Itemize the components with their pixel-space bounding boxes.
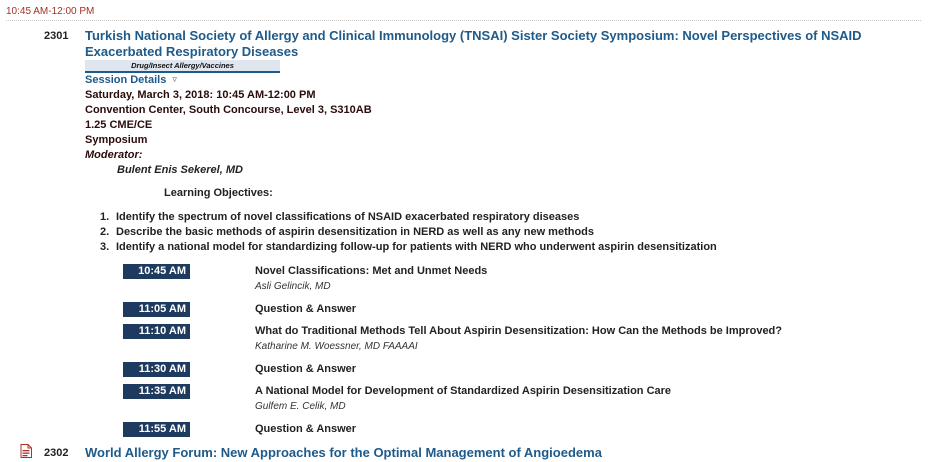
talk-time-badge: 11:10 AM (123, 324, 190, 339)
session-type: Symposium (85, 134, 148, 146)
talk-title-link[interactable]: What do Traditional Methods Tell About Aspirin Desensitization: How Can the Methods be Improved? (255, 325, 782, 337)
talk-speaker: Katharine M. Woessner, MD FAAAAI (255, 341, 418, 352)
learning-objectives-title: Learning Objectives: (164, 187, 273, 199)
session-location: Convention Center, South Concourse, Level 3, S310AB (85, 104, 372, 116)
talk-speaker: Asli Gelincik, MD (255, 281, 331, 292)
talk-title-link[interactable]: Question & Answer (255, 303, 357, 315)
next-session-number: 2302 (44, 447, 69, 459)
chevron-down-icon: ▿ (172, 74, 177, 84)
session-credits: 1.25 CME/CE (85, 119, 153, 131)
session-track-tag: Drug/Insect Allergy/Vaccines (85, 60, 280, 73)
talk-time-badge: 11:55 AM (123, 422, 190, 437)
session-title-link[interactable] (85, 28, 895, 60)
talk-speaker: Gulfem E. Celik, MD (255, 401, 346, 412)
next-session-title-link[interactable]: World Allergy Forum: New Approaches for the Optimal Management of Angioedema (85, 445, 602, 460)
time-header: 10:45 AM-12:00 PM (6, 6, 921, 21)
talk-title-link[interactable]: Novel Classifications: Met and Unmet Needs (255, 265, 488, 277)
session-title-line2: Exacerbated Respiratory Diseases (85, 44, 299, 59)
session-date: Saturday, March 3, 2018: 10:45 AM-12:00 PM (85, 89, 316, 101)
session-details-toggle[interactable] (85, 74, 177, 86)
talk-time-badge: 11:05 AM (123, 302, 190, 317)
talk-title-link[interactable]: A National Model for Development of Standardized Aspirin Desensitization Care (255, 385, 672, 397)
objective-item: 3. Identify a national model for standardizing follow-up for patients with NERD who underwent aspirin desensitization (100, 241, 717, 253)
moderator-name: Bulent Enis Sekerel, MD (117, 164, 243, 176)
learning-objectives-list (100, 210, 717, 255)
session-details-label: Session Details (85, 74, 167, 86)
session-title-line1: Turkish National Society of Allergy and Clinical Immunology (TNSAI) Sister Society Symposium: Novel Perspectives of NSAID (85, 28, 862, 43)
objective-item: 2. Describe the basic methods of aspirin desensitization in NERD as well as any new methods (100, 226, 595, 238)
talk-time-badge: 11:35 AM (123, 384, 190, 399)
moderator-label: Moderator: (85, 149, 143, 161)
pdf-icon[interactable] (20, 444, 32, 458)
talk-title-link[interactable]: Question & Answer (255, 423, 357, 435)
talk-title-link[interactable]: Question & Answer (255, 363, 357, 375)
talk-time-badge: 11:30 AM (123, 362, 190, 377)
session-number: 2301 (44, 30, 69, 42)
talk-time-badge: 10:45 AM (123, 264, 190, 279)
objective-item: 1. Identify the spectrum of novel classifications of NSAID exacerbated respiratory diseases (100, 211, 580, 223)
